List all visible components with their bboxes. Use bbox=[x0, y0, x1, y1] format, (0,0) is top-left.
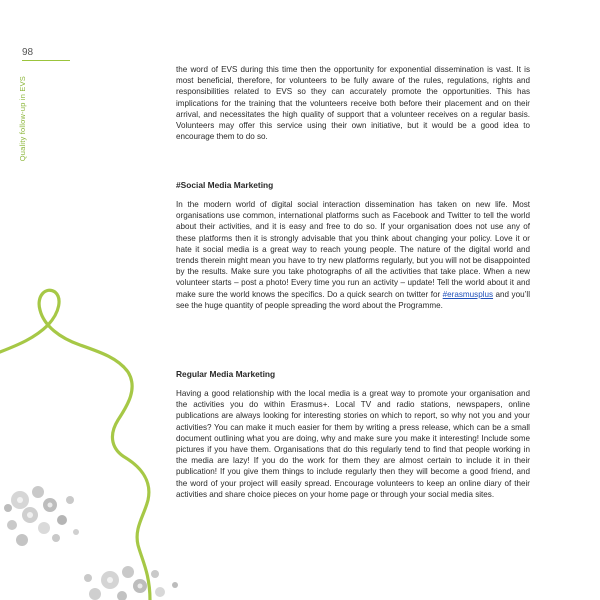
floral-dots-decoration bbox=[4, 486, 178, 600]
social-media-heading: #Social Media Marketing bbox=[176, 180, 274, 190]
regular-media-section bbox=[176, 369, 530, 500]
regular-media-paragraph: Having a good relationship with the local media is a great way to promote your organisation and the activities you do within Erasmus+. Local TV and radio stations, newspapers, online publications are always looking for interesting stories on which to report, so why not you and your activities? You can make it much easier for them by writing a press release, which can be a small document outlining what you are doing, why and make sure you make it interesting! Include some pictures if you have them. Organisations that do this regularly tend to find that people working in the media are lazy! If you do the work for them they are almost certain to include it in their publication! If you give them things to include regularly then they will become a good friend, and the word of your project will easily spread. Encourage volunteers to keep an online diary of their activities and share choice pieces on your home page or through your social media sites. bbox=[176, 389, 530, 499]
regular-media-heading: Regular Media Marketing bbox=[176, 369, 276, 379]
page-number-rule bbox=[22, 60, 70, 61]
page-number: 98 bbox=[22, 47, 34, 58]
social-media-text-end: and you’ll see the huge quantity of people spreading the word about the Programme. bbox=[176, 289, 530, 310]
social-media-section bbox=[176, 180, 530, 311]
erasmusplus-hashtag-link[interactable]: #erasmusplus bbox=[442, 289, 494, 299]
green-squiggle-decoration bbox=[0, 290, 150, 600]
social-media-text: In the modern world of digital social interaction dissemination has taken on new life. Most organisations use common, international platforms such as Facebook and Twitter to tell the world about their activities, and it is easy and free to do so. If your organisation does not use any of these platforms then it is strongly advisable that you think about changing your policy. Love it or hate it social media is a great way to reach young people. The nature of the digital world and trends therein might mean you have to try new platforms regularly, but you will not be disappointed by the results. Make sure you take photographs of all the activities that take place. When a new volunteer starts – post a photo! Every time you run an activity – update! Tell the world about it and make sure the world knows the specifics. Do a quick search on twitter for bbox=[176, 200, 530, 299]
social-media-paragraph bbox=[176, 199, 530, 311]
intro-paragraph-block bbox=[176, 64, 530, 142]
section-side-label: Quality follow-up in EVS bbox=[18, 76, 27, 162]
intro-paragraph: the word of EVS during this time then the opportunity for exponential dissemination is vast. It is most beneficial, therefore, for volunteers to be fully aware of the rules, regulations, rights and responsibilities related to EVS so they can accurately promote the opportunities. This has implications for the training that the volunteers receive both before their placement and on their arrival, and necessitates the high quality of support that a volunteer receives on a regular basis. Volunteers may offer this service using their own initiative, but it would be a good idea to encourage them to do so. bbox=[176, 65, 530, 142]
